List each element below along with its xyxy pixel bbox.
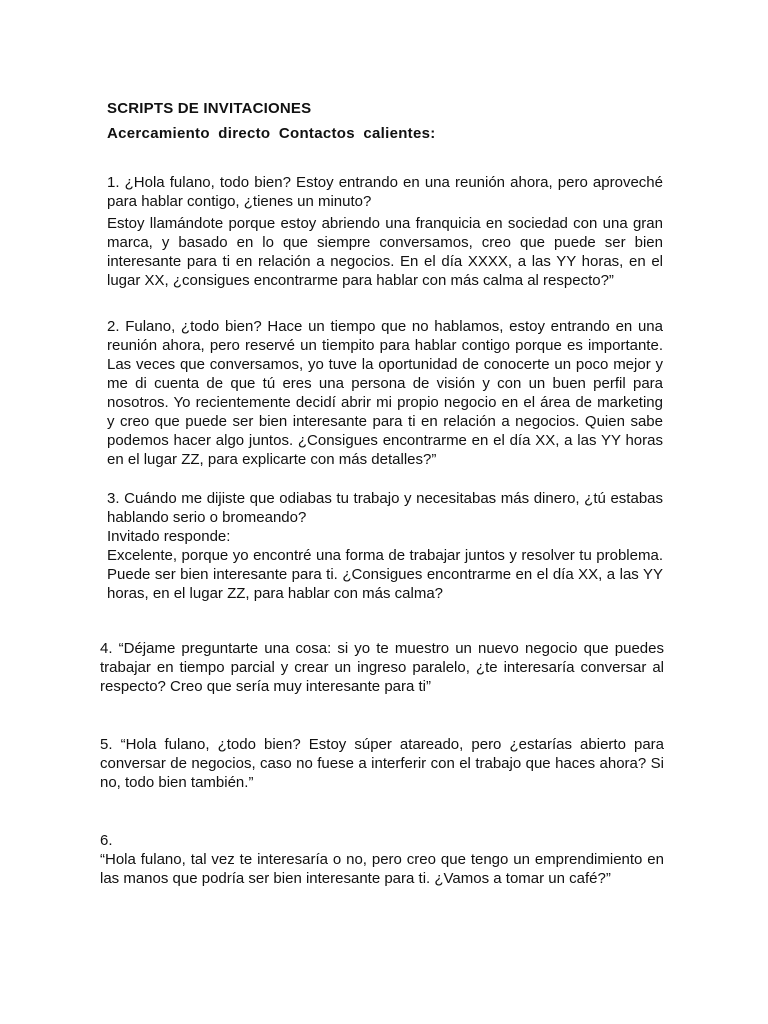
script-1 — [107, 173, 663, 290]
script-4-body: 4. “Déjame preguntarte una cosa: si yo te muestro un nuevo negocio que puedes trabajar en tiempo parcial y crear un ingreso paralelo, ¿te interesaría conversar al respecto? Creo que sería muy interesante para ti” — [100, 640, 664, 695]
script-6-text — [100, 831, 664, 888]
script-3 — [107, 489, 663, 603]
script-5-body: 5. “Hola fulano, ¿todo bien? Estoy súper atareado, pero ¿estarías abierto para conversar de negocios, caso no fuese a interferir con el trabajo que haces ahora? Si no, todo bien también.” — [100, 736, 664, 791]
section-subtitle: Acercamiento directo Contactos calientes: — [107, 125, 436, 142]
script-6-body: “Hola fulano, tal vez te interesaría o no, pero creo que tengo un emprendimiento en las manos que podría ser bien interesante para ti. ¿Vamos a tomar un café?” — [100, 851, 664, 887]
script-3-label: Invitado responde: — [107, 528, 231, 545]
script-5 — [100, 735, 664, 792]
script-2-body: 2. Fulano, ¿todo bien? Hace un tiempo que no hablamos, estoy entrando en una reunión ahora, pero reservé un tiempito para hablar contigo porque es importante. Las veces que conversamos, yo tuve la oportunidad de conocerte un poco mejor y me di cuenta de que tú eres una persona de visión y con un buen perfil para nosotros. Yo recientemente decidí abrir mi propio negocio en el área de marketing y creo que puede ser bien interesante para ti en relación a negocios. Quien sabe podemos hacer algo juntos. ¿Consigues encontrarme en el día XX, a las YY horas en el lugar ZZ, para explicarte con más detalles?” — [107, 318, 663, 468]
script-1-body: Estoy llamándote porque estoy abriendo una franquicia en sociedad con una gran marca, y basado en lo que siempre conversamos, creo que puede ser bien interesante para ti en relación a negocios. En el día XXXX, a las YY horas, en el lugar XX, ¿consigues encontrarme para hablar con más calma al respecto?” — [107, 215, 663, 289]
script-2 — [107, 317, 663, 469]
script-3-question: 3. Cuándo me dijiste que odiabas tu trabajo y necesitabas más dinero, ¿tú estabas hablando serio o bromeando? — [107, 490, 663, 526]
script-4 — [100, 639, 664, 696]
script-3-body: Excelente, porque yo encontré una forma de trabajar juntos y resolver tu problema. Puede ser bien interesante para ti. ¿Consigues encontrarme en el día XX, a las YY horas, en el lugar ZZ, para hablar con más calma? — [107, 547, 663, 602]
script-6-number: 6. — [100, 832, 113, 849]
script-1-intro: 1. ¿Hola fulano, todo bien? Estoy entrando en una reunión ahora, pero aproveché para hablar contigo, ¿tienes un minuto? — [107, 174, 663, 210]
page-title: SCRIPTS DE INVITACIONES — [107, 100, 312, 117]
script-6 — [100, 831, 664, 888]
